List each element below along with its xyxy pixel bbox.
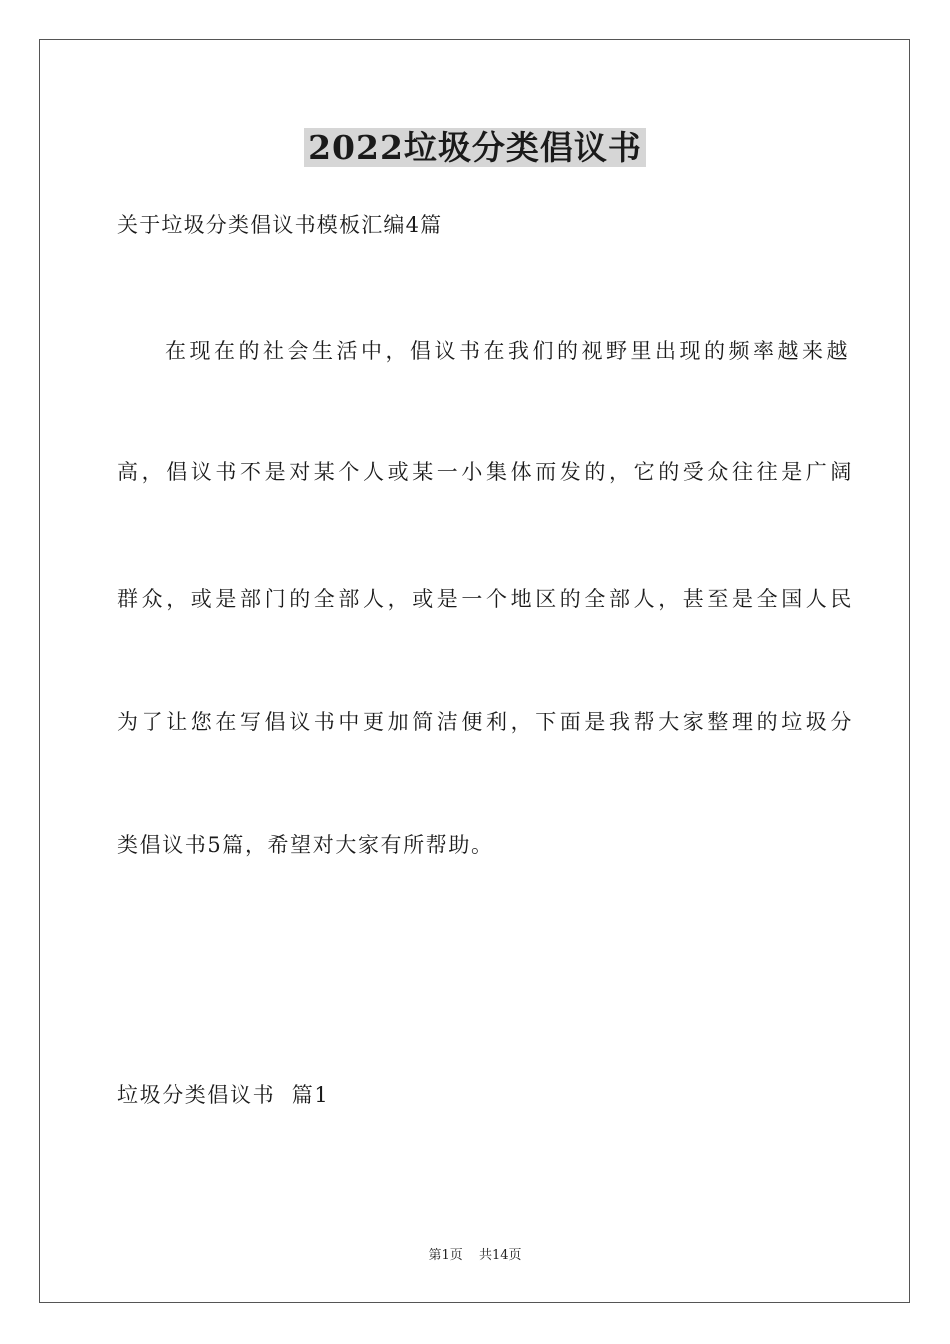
paragraph-line-5: 类倡议书5篇，希望对大家有所帮助。 [117,833,494,857]
page-total: 共14页 [478,1248,522,1263]
page-footer [0,1247,950,1265]
document-title-text: 2022垃圾分类倡议书 [304,128,646,167]
paragraph-line-2: 高，倡议书不是对某个人或某一小集体而发的，它的受众往往是广阔 [117,460,855,484]
section-heading: 垃圾分类倡议书 篇1 [117,1083,330,1107]
document-subtitle: 关于垃圾分类倡议书模板汇编4篇 [117,213,443,237]
paragraph-line-1: 在现在的社会生活中，倡议书在我们的视野里出现的频率越来越 [165,339,851,363]
document-title [0,128,950,168]
paragraph-line-4: 为了让您在写倡议书中更加简洁便利，下面是我帮大家整理的垃圾分 [117,710,855,734]
paragraph-line-3: 群众，或是部门的全部人，或是一个地区的全部人，甚至是全国人民 [117,587,855,611]
page-number: 第1页 [428,1248,463,1263]
